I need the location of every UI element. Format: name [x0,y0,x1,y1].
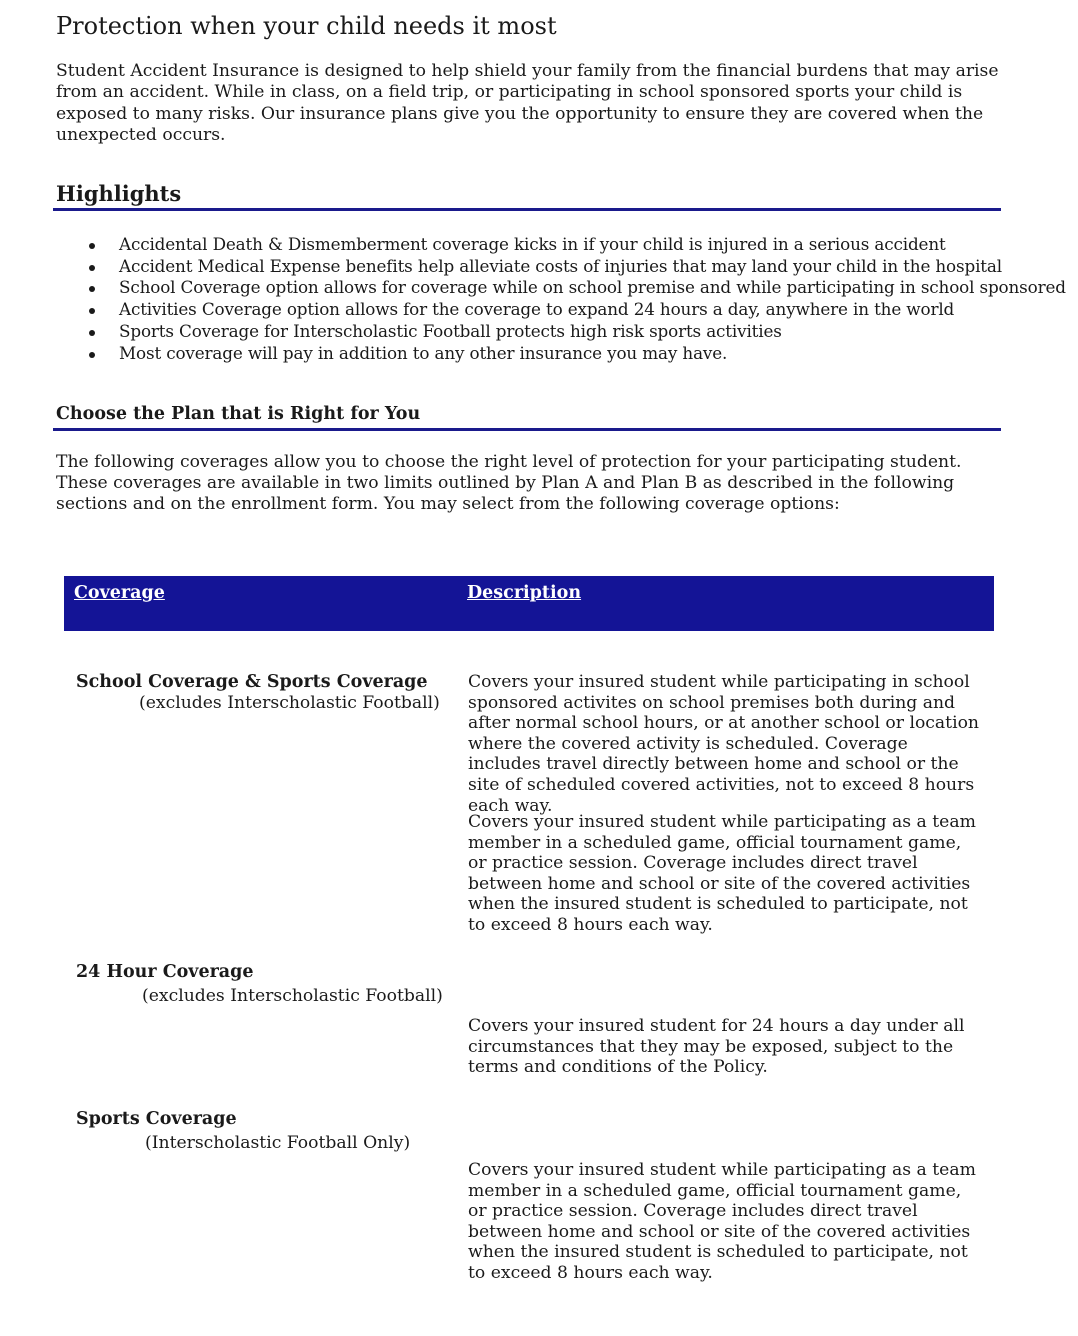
section-divider [53,208,1001,211]
coverage-description: Covers your insured student while participating as a team member in a scheduled game, official tournament game, or practice session. Coverage includes direct travel between home and school or site of the covered activities when the insured student is scheduled to participate, not to exceed 8 hours each way. [468,812,976,935]
plans-intro-paragraph: The following coverages allow you to choose the right level of protection for your participating student. These coverages are available in two limits outlined by Plan A and Plan B as described in the following sections and on the enrollment form. You may select from the following coverage options: [56,452,962,515]
coverage-description: Covers your insured student while participating in school sponsored activites on school premises both during and after normal school hours, or at another school or location where the covered activity is scheduled. Coverage includes travel directly between home and school or the site of scheduled covered activities, not to exceed 8 hours each way. [468,672,980,816]
coverage-name: School Coverage & Sports Coverage [76,672,428,692]
coverage-note: (excludes Interscholastic Football) [142,986,443,1006]
bullet-icon [89,286,95,292]
bullet-icon [89,308,95,314]
coverage-description: Covers your insured student while participating as a team member in a scheduled game, official tournament game, or practice session. Coverage includes direct travel between home and school or site of the covered activities when the insured student is scheduled to participate, not to exceed 8 hours each way. [468,1160,976,1283]
highlight-item [86,343,1026,365]
intro-paragraph: Student Accident Insurance is designed to help shield your family from the financial burdens that may arise from an accident. While in class, on a field trip, or participating in school sponsored sports your child is exposed to many risks. Our insurance plans give you the opportunity to ensure they are covered when the unexpected occurs. [56,61,999,145]
bullet-icon [89,330,95,336]
highlight-text: Accident Medical Expense benefits help alleviate costs of injuries that may land your child in the hospital [119,255,1002,276]
page-title: Protection when your child needs it most [56,12,557,40]
highlight-item [86,256,1026,278]
coverage-column-header: Coverage [74,583,165,603]
bullet-icon [89,352,95,358]
description-column-header: Description [467,583,582,603]
coverage-note: (Interscholastic Football Only) [145,1133,411,1153]
section-divider [53,428,1001,431]
bullet-icon [89,243,95,249]
coverage-description: Covers your insured student for 24 hours a day under all circumstances that they may be exposed, subject to the terms and conditions of the Policy. [468,1016,965,1078]
highlight-text: Accidental Death & Dismemberment coverage kicks in if your child is injured in a serious accident [119,234,946,254]
highlight-item [86,277,1066,299]
highlight-item [86,299,1026,321]
coverage-table-header [64,576,994,631]
highlight-text: Most coverage will pay in addition to any other insurance you may have. [119,342,728,363]
highlights-heading: Highlights [56,181,182,206]
highlight-item [86,234,1026,256]
highlight-text: Activities Coverage option allows for the coverage to expand 24 hours a day, anywhere in the world [119,299,955,320]
bullet-icon [89,265,95,271]
coverage-name: Sports Coverage [76,1109,237,1129]
plans-heading: Choose the Plan that is Right for You [56,404,421,424]
highlight-text: Sports Coverage for Interscholastic Football protects high risk sports activities [119,320,782,341]
highlight-text: School Coverage option allows for coverage while on school premise and while participating in school sponsored [119,277,1066,298]
highlight-item [86,321,1026,343]
coverage-note: (excludes Interscholastic Football) [139,693,440,713]
highlights-list [86,234,1066,364]
coverage-name: 24 Hour Coverage [76,962,254,982]
